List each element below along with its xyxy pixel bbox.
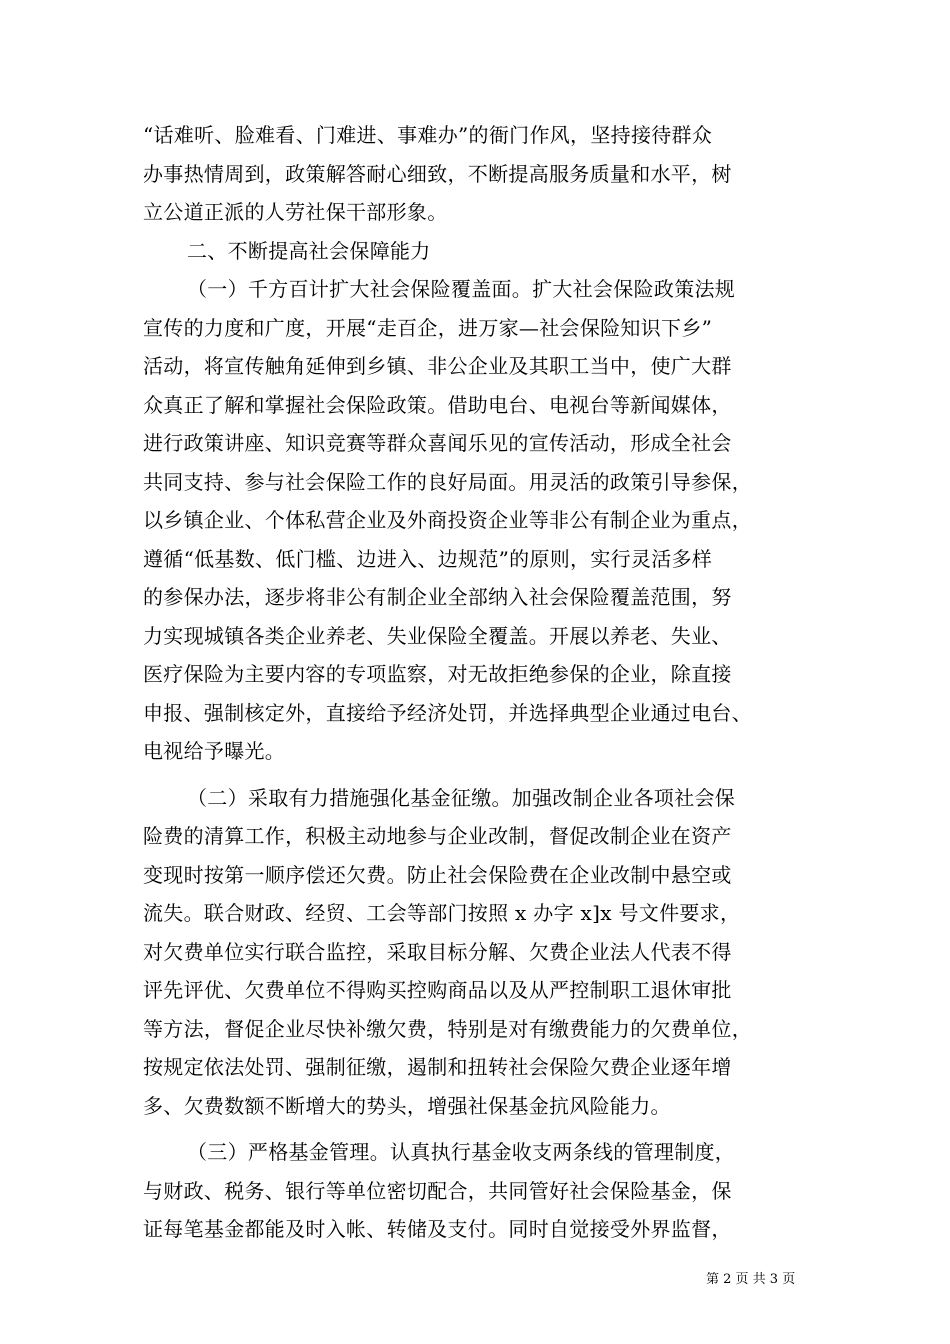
text-line: 遵循“低基数、低门槛、边进入、边规范”的原则，实行灵活多样 [143, 546, 713, 571]
document-body [143, 116, 823, 1249]
text-line: 按规定依法处罚、强制征缴，遏制和扭转社会保险欠费企业逐年增 [143, 1055, 732, 1079]
paragraph [143, 232, 823, 271]
text-line: 评先评优、欠费单位不得购买控购商品以及从严控制职工退休审批 [143, 978, 732, 1002]
paragraph [143, 1133, 823, 1249]
text-line: 险费的清算工作，积极主动地参与企业改制，督促改制企业在资产 [143, 824, 732, 848]
paragraph-spacer [143, 771, 823, 779]
text-line: 多、欠费数额不断增大的势头，增强社保基金抗风险能力。 [143, 1093, 671, 1118]
text-line: 申报、强制核定外，直接给予经济处罚，并选择典型企业通过电台、 [143, 700, 752, 725]
text-line: 流失。联合财政、经贸、工会等部门按照 x 办字 x]x 号文件要求， [143, 901, 741, 925]
text-line: （二）采取有力措施强化基金征缴。加强改制企业各项社会保 [187, 785, 736, 810]
text-line: 立公道正派的人劳社保干部形象。 [143, 200, 448, 224]
text-line: 进行政策讲座、知识竞赛等群众喜闻乐见的宣传活动，形成全社会 [143, 431, 732, 455]
text-line: 众真正了解和掌握社会保险政策。借助电台、电视台等新闻媒体， [143, 392, 732, 417]
text-line: 对欠费单位实行联合监控，采取目标分解、欠费企业法人代表不得 [143, 939, 732, 964]
text-line: 活动，将宣传触角延伸到乡镇、非公企业及其职工当中，使广大群 [143, 354, 732, 378]
text-line: 的参保办法，逐步将非公有制企业全部纳入社会保险覆盖范围，努 [143, 585, 732, 609]
text-line: 办事热情周到，政策解答耐心细致，不断提高服务质量和水平，树 [143, 161, 732, 186]
text-line: 共同支持、参与社会保险工作的良好局面。用灵活的政策引导参保， [143, 469, 752, 494]
paragraph [143, 116, 823, 232]
text-line: 宣传的力度和广度，开展“走百企，进万家—社会保险知识下乡” [143, 315, 713, 340]
text-line: 与财政、税务、银行等单位密切配合，共同管好社会保险基金，保 [143, 1178, 732, 1203]
text-line: 电视给予曝光。 [143, 739, 286, 763]
text-line: 医疗保险为主要内容的专项监察，对无故拒绝参保的企业，除直接 [143, 662, 732, 686]
paragraph [143, 779, 823, 1126]
text-line: 变现时按第一顺序偿还欠费。防止社会保险费在企业改制中悬空或 [143, 862, 732, 887]
text-line: （三）严格基金管理。认真执行基金收支两条线的管理制度， [187, 1140, 736, 1164]
text-line: 二、不断提高社会保障能力 [187, 238, 431, 263]
text-line: 等方法，督促企业尽快补缴欠费，特别是对有缴费能力的欠费单位， [143, 1016, 752, 1041]
text-line: 力实现城镇各类企业养老、失业保险全覆盖。开展以养老、失业、 [143, 623, 732, 648]
paragraph [143, 270, 823, 771]
text-line: 证每笔基金都能及时入帐、转储及支付。同时自觉接受外界监督， [143, 1217, 732, 1241]
text-line: 以乡镇企业、个体私营企业及外商投资企业等非公有制企业为重点， [143, 508, 752, 532]
page-number-footer: 第 2 页 共 3 页 [706, 1272, 796, 1287]
text-line: “话难听、脸难看、门难进、事难办”的衙门作风，坚持接待群众 [143, 123, 713, 147]
paragraph-spacer [143, 1125, 823, 1133]
text-line: （一）千方百计扩大社会保险覆盖面。扩大社会保险政策法规 [187, 277, 736, 301]
